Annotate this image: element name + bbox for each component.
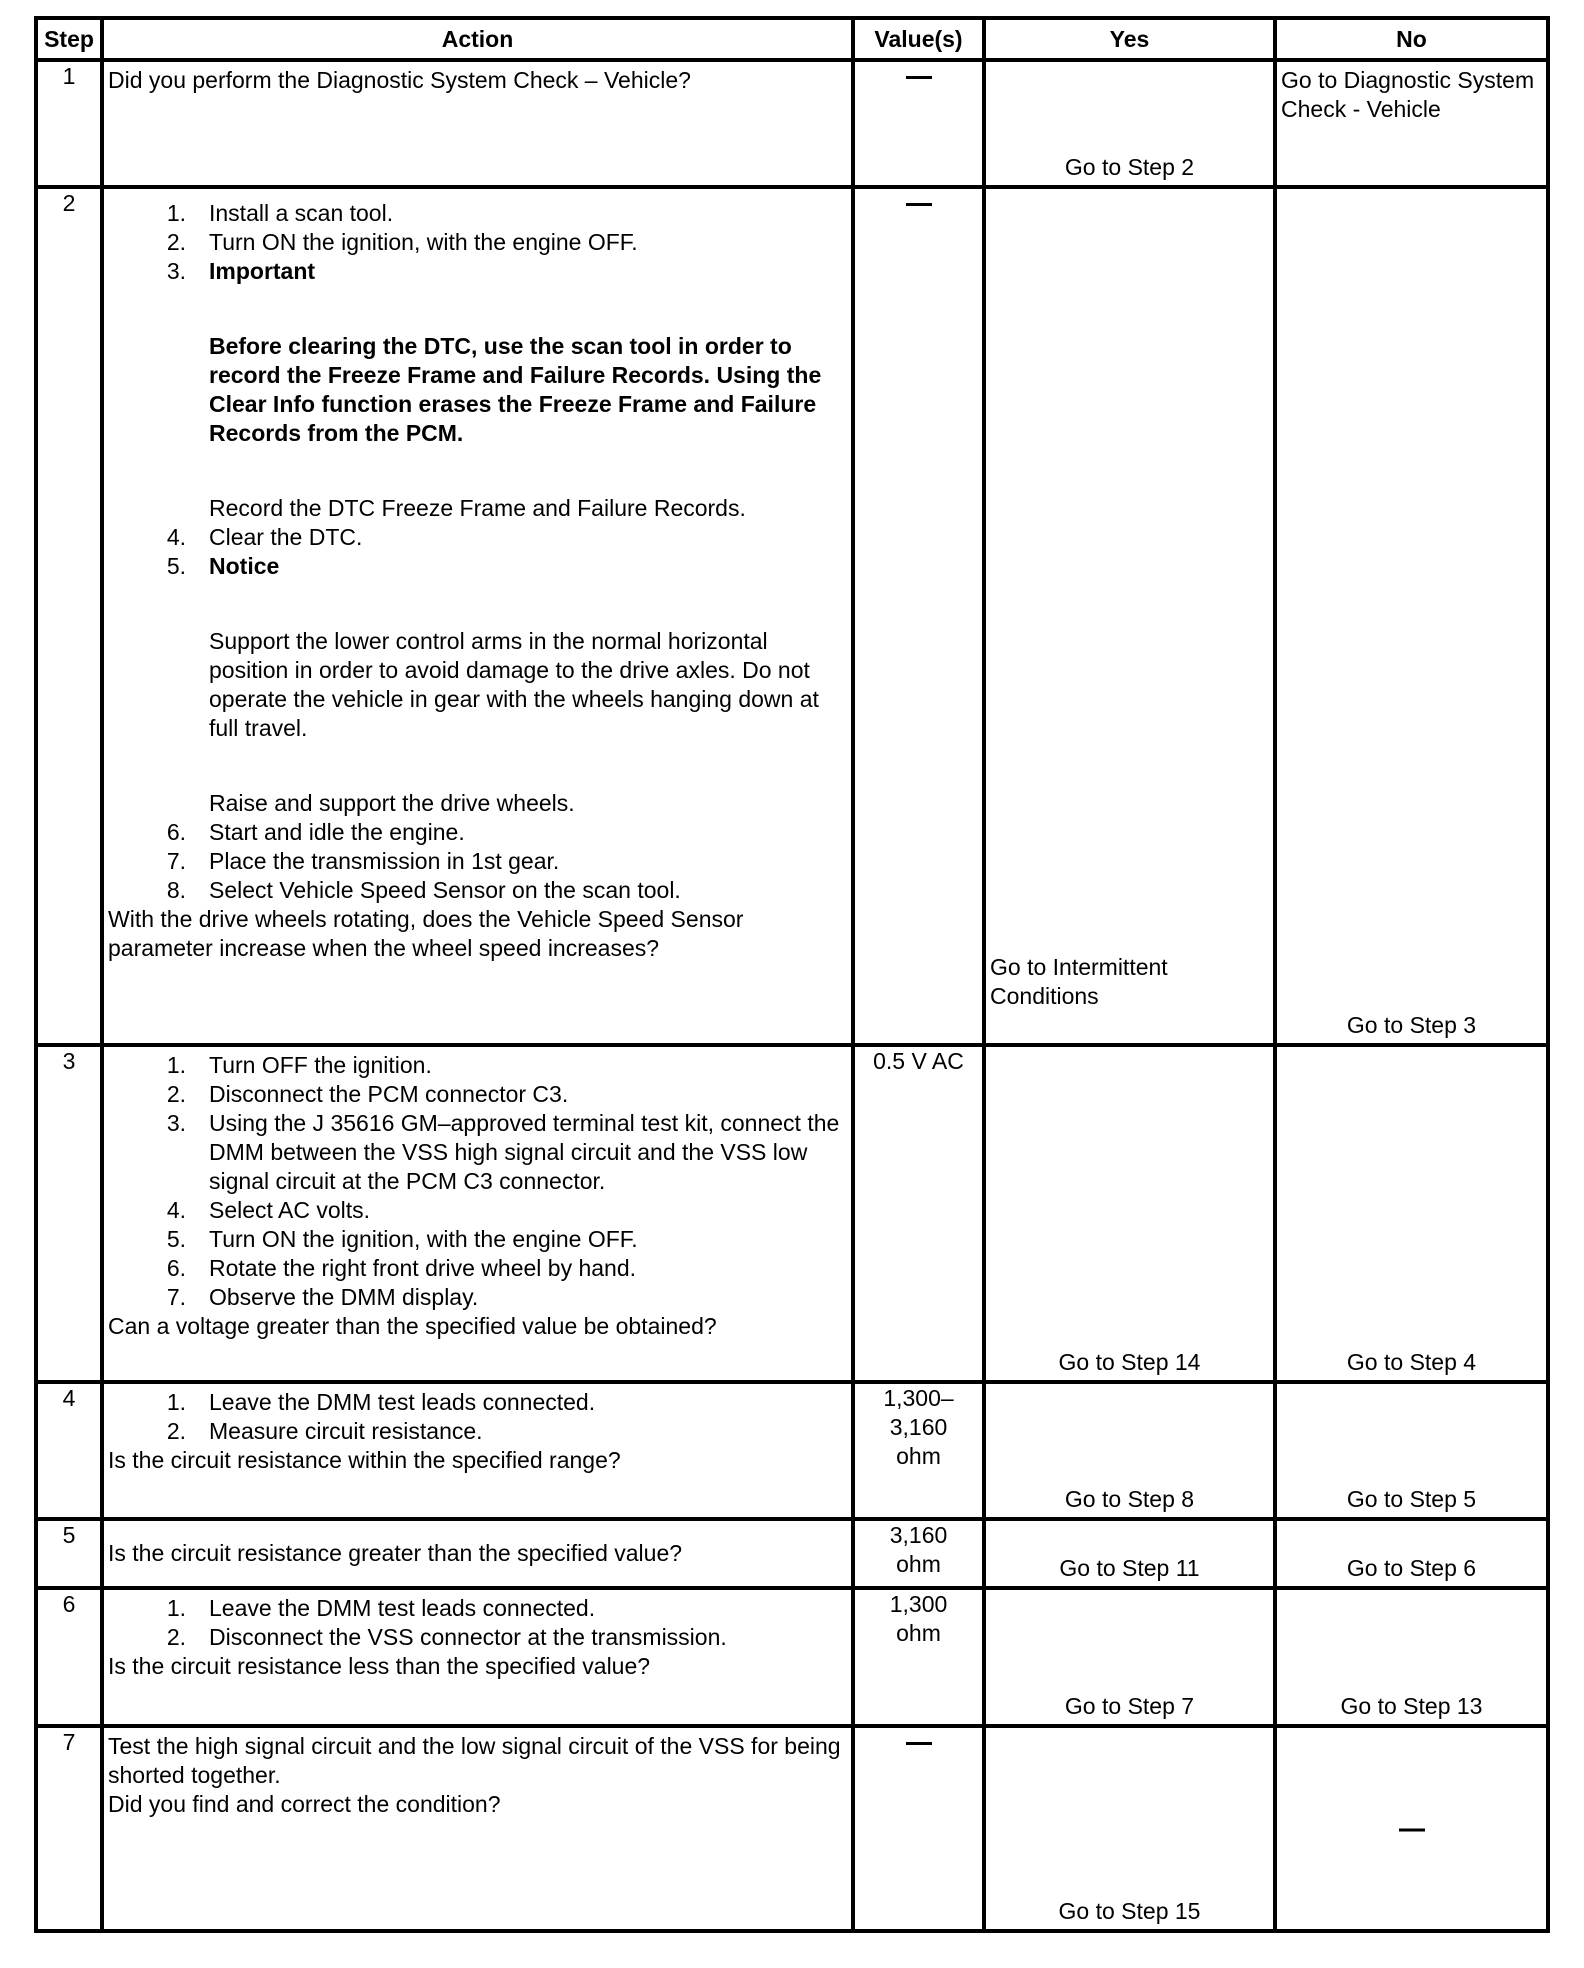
step-number: 2 (36, 187, 102, 1045)
list-item: 7. Observe the DMM display. (166, 1284, 479, 1310)
list-item: 7. Place the transmission in 1st gear. (166, 848, 560, 874)
yes-cell (984, 1588, 1275, 1726)
header-step: Step (36, 18, 102, 60)
question-text: Did you find and correct the condition? (108, 1791, 501, 1817)
table-row-step-1 (36, 60, 1548, 187)
list-item: 2. Disconnect the PCM connector C3. (166, 1081, 569, 1107)
no-cell (1275, 1519, 1548, 1588)
list-item: 6. Start and idle the engine. (166, 819, 465, 845)
header-row (36, 18, 1548, 60)
dash-mark (1399, 1828, 1425, 1831)
procedure-list (108, 1388, 845, 1446)
table-row-step-3 (36, 1045, 1548, 1382)
question-text: With the drive wheels rotating, does the Vehicle Speed Sensor parameter increase when the wheel speed increases? (108, 906, 744, 961)
step-number: 7 (36, 1726, 102, 1931)
question-text: Did you perform the Diagnostic System Check – Vehicle? (108, 67, 691, 93)
dash-mark (906, 76, 932, 79)
list-item: 1. Turn OFF the ignition. (166, 1052, 432, 1078)
list-item: 3. Using the J 35616 GM–approved terminal test kit, connect the DMM between the VSS high signal circuit and the VSS low signal circuit at the PCM C3 connector. (166, 1110, 840, 1194)
important-note: Before clearing the DTC, use the scan tool in order to record the Freeze Frame and Failure Records. Using the Clear Info function erases the Freeze Frame and Failure Records from the PCM. (209, 333, 822, 446)
list-item: 1. Leave the DMM test leads connected. (166, 1389, 596, 1415)
header-values: Value(s) (853, 18, 984, 60)
yes-cell (984, 187, 1275, 1045)
action-cell (102, 1045, 853, 1382)
value-cell (853, 187, 984, 1045)
no-action: Go to Step 6 (1346, 1555, 1477, 1581)
step-number: 5 (36, 1519, 102, 1588)
step-number: 1 (36, 60, 102, 187)
no-action (1277, 1814, 1546, 1843)
value-cell (853, 60, 984, 187)
list-item: 4. Select AC volts. (166, 1197, 371, 1223)
important-label: Important (209, 258, 316, 284)
no-cell (1275, 187, 1548, 1045)
procedure-list (108, 1051, 845, 1312)
no-action: Go to Step 13 (1340, 1693, 1483, 1719)
step-number: 3 (36, 1045, 102, 1382)
yes-action: Go to Step 7 (1064, 1693, 1195, 1719)
table-row-step-5 (36, 1519, 1548, 1588)
notice-note: Support the lower control arms in the normal horizontal position in order to avoid damage to the drive axles. Do not operate the vehicle in gear with the wheels hanging down at full travel. (209, 628, 819, 741)
procedure-list (108, 818, 845, 905)
list-item: 2. Disconnect the VSS connector at the transmission. (166, 1624, 727, 1650)
question-text: Is the circuit resistance less than the specified value? (108, 1653, 651, 1679)
notice-action: Raise and support the drive wheels. (209, 790, 575, 816)
no-action: Go to Step 3 (1346, 1012, 1477, 1038)
yes-cell (984, 1726, 1275, 1931)
no-cell (1275, 1382, 1548, 1519)
value-cell: 3,160 ohm (853, 1519, 984, 1588)
list-item: 6. Rotate the right front drive wheel by hand. (166, 1255, 637, 1281)
step-number: 6 (36, 1588, 102, 1726)
procedure-list (108, 199, 845, 286)
table-row-step-6 (36, 1588, 1548, 1726)
list-item: 1. Leave the DMM test leads connected. (166, 1595, 596, 1621)
yes-cell (984, 1045, 1275, 1382)
procedure-list (108, 523, 845, 581)
important-action: Record the DTC Freeze Frame and Failure Records. (209, 495, 746, 521)
list-item: 2. Measure circuit resistance. (166, 1418, 483, 1444)
dash-mark (906, 203, 932, 206)
question-text: Is the circuit resistance greater than the specified value? (108, 1540, 683, 1566)
list-item: 2. Turn ON the ignition, with the engine OFF. (166, 229, 638, 255)
table-row-step-7 (36, 1726, 1548, 1931)
yes-action: Go to Intermittent Conditions (990, 954, 1168, 1009)
no-action: Go to Diagnostic System Check - Vehicle (1281, 67, 1535, 122)
no-action: Go to Step 5 (1346, 1486, 1477, 1512)
notice-label: Notice (209, 553, 280, 579)
list-item: 1. Install a scan tool. (166, 200, 394, 226)
instruction-text: Test the high signal circuit and the low signal circuit of the VSS for being shorted together. (108, 1733, 841, 1788)
question-text: Can a voltage greater than the specified value be obtained? (108, 1313, 717, 1339)
action-cell (102, 1519, 853, 1588)
action-cell (102, 187, 853, 1045)
question-text: Is the circuit resistance within the specified range? (108, 1447, 621, 1473)
list-item: 8. Select Vehicle Speed Sensor on the scan tool. (166, 877, 681, 903)
no-cell (1275, 1045, 1548, 1382)
table-row-step-2 (36, 187, 1548, 1045)
no-action: Go to Step 4 (1346, 1349, 1477, 1375)
yes-action: Go to Step 11 (1059, 1555, 1200, 1581)
action-cell (102, 1588, 853, 1726)
header-no: No (1275, 18, 1548, 60)
yes-action: Go to Step 2 (1064, 154, 1195, 180)
no-cell (1275, 1726, 1548, 1931)
table-row-step-4 (36, 1382, 1548, 1519)
no-cell (1275, 1588, 1548, 1726)
action-cell (102, 60, 853, 187)
yes-cell (984, 60, 1275, 187)
yes-action: Go to Step 14 (1058, 1349, 1201, 1375)
step-number: 4 (36, 1382, 102, 1519)
value-cell (853, 1726, 984, 1931)
yes-action: Go to Step 8 (1064, 1486, 1195, 1512)
yes-cell (984, 1382, 1275, 1519)
header-yes: Yes (984, 18, 1275, 60)
dash-mark (906, 1742, 932, 1745)
diagnostic-table (34, 16, 1550, 1933)
yes-action: Go to Step 15 (1058, 1898, 1201, 1924)
action-cell (102, 1726, 853, 1931)
action-cell (102, 1382, 853, 1519)
no-cell (1275, 60, 1548, 187)
value-cell: 1,300–3,160 ohm (853, 1382, 984, 1519)
value-cell: 1,300 ohm (853, 1588, 984, 1726)
list-item: 4. Clear the DTC. (166, 524, 363, 550)
list-item: 5. Notice (166, 553, 280, 579)
list-item: 5. Turn ON the ignition, with the engine OFF. (166, 1226, 638, 1252)
value-cell: 0.5 V AC (853, 1045, 984, 1382)
yes-cell (984, 1519, 1275, 1588)
header-action: Action (102, 18, 853, 60)
list-item: 3. Important (166, 258, 316, 284)
procedure-list (108, 1594, 845, 1652)
